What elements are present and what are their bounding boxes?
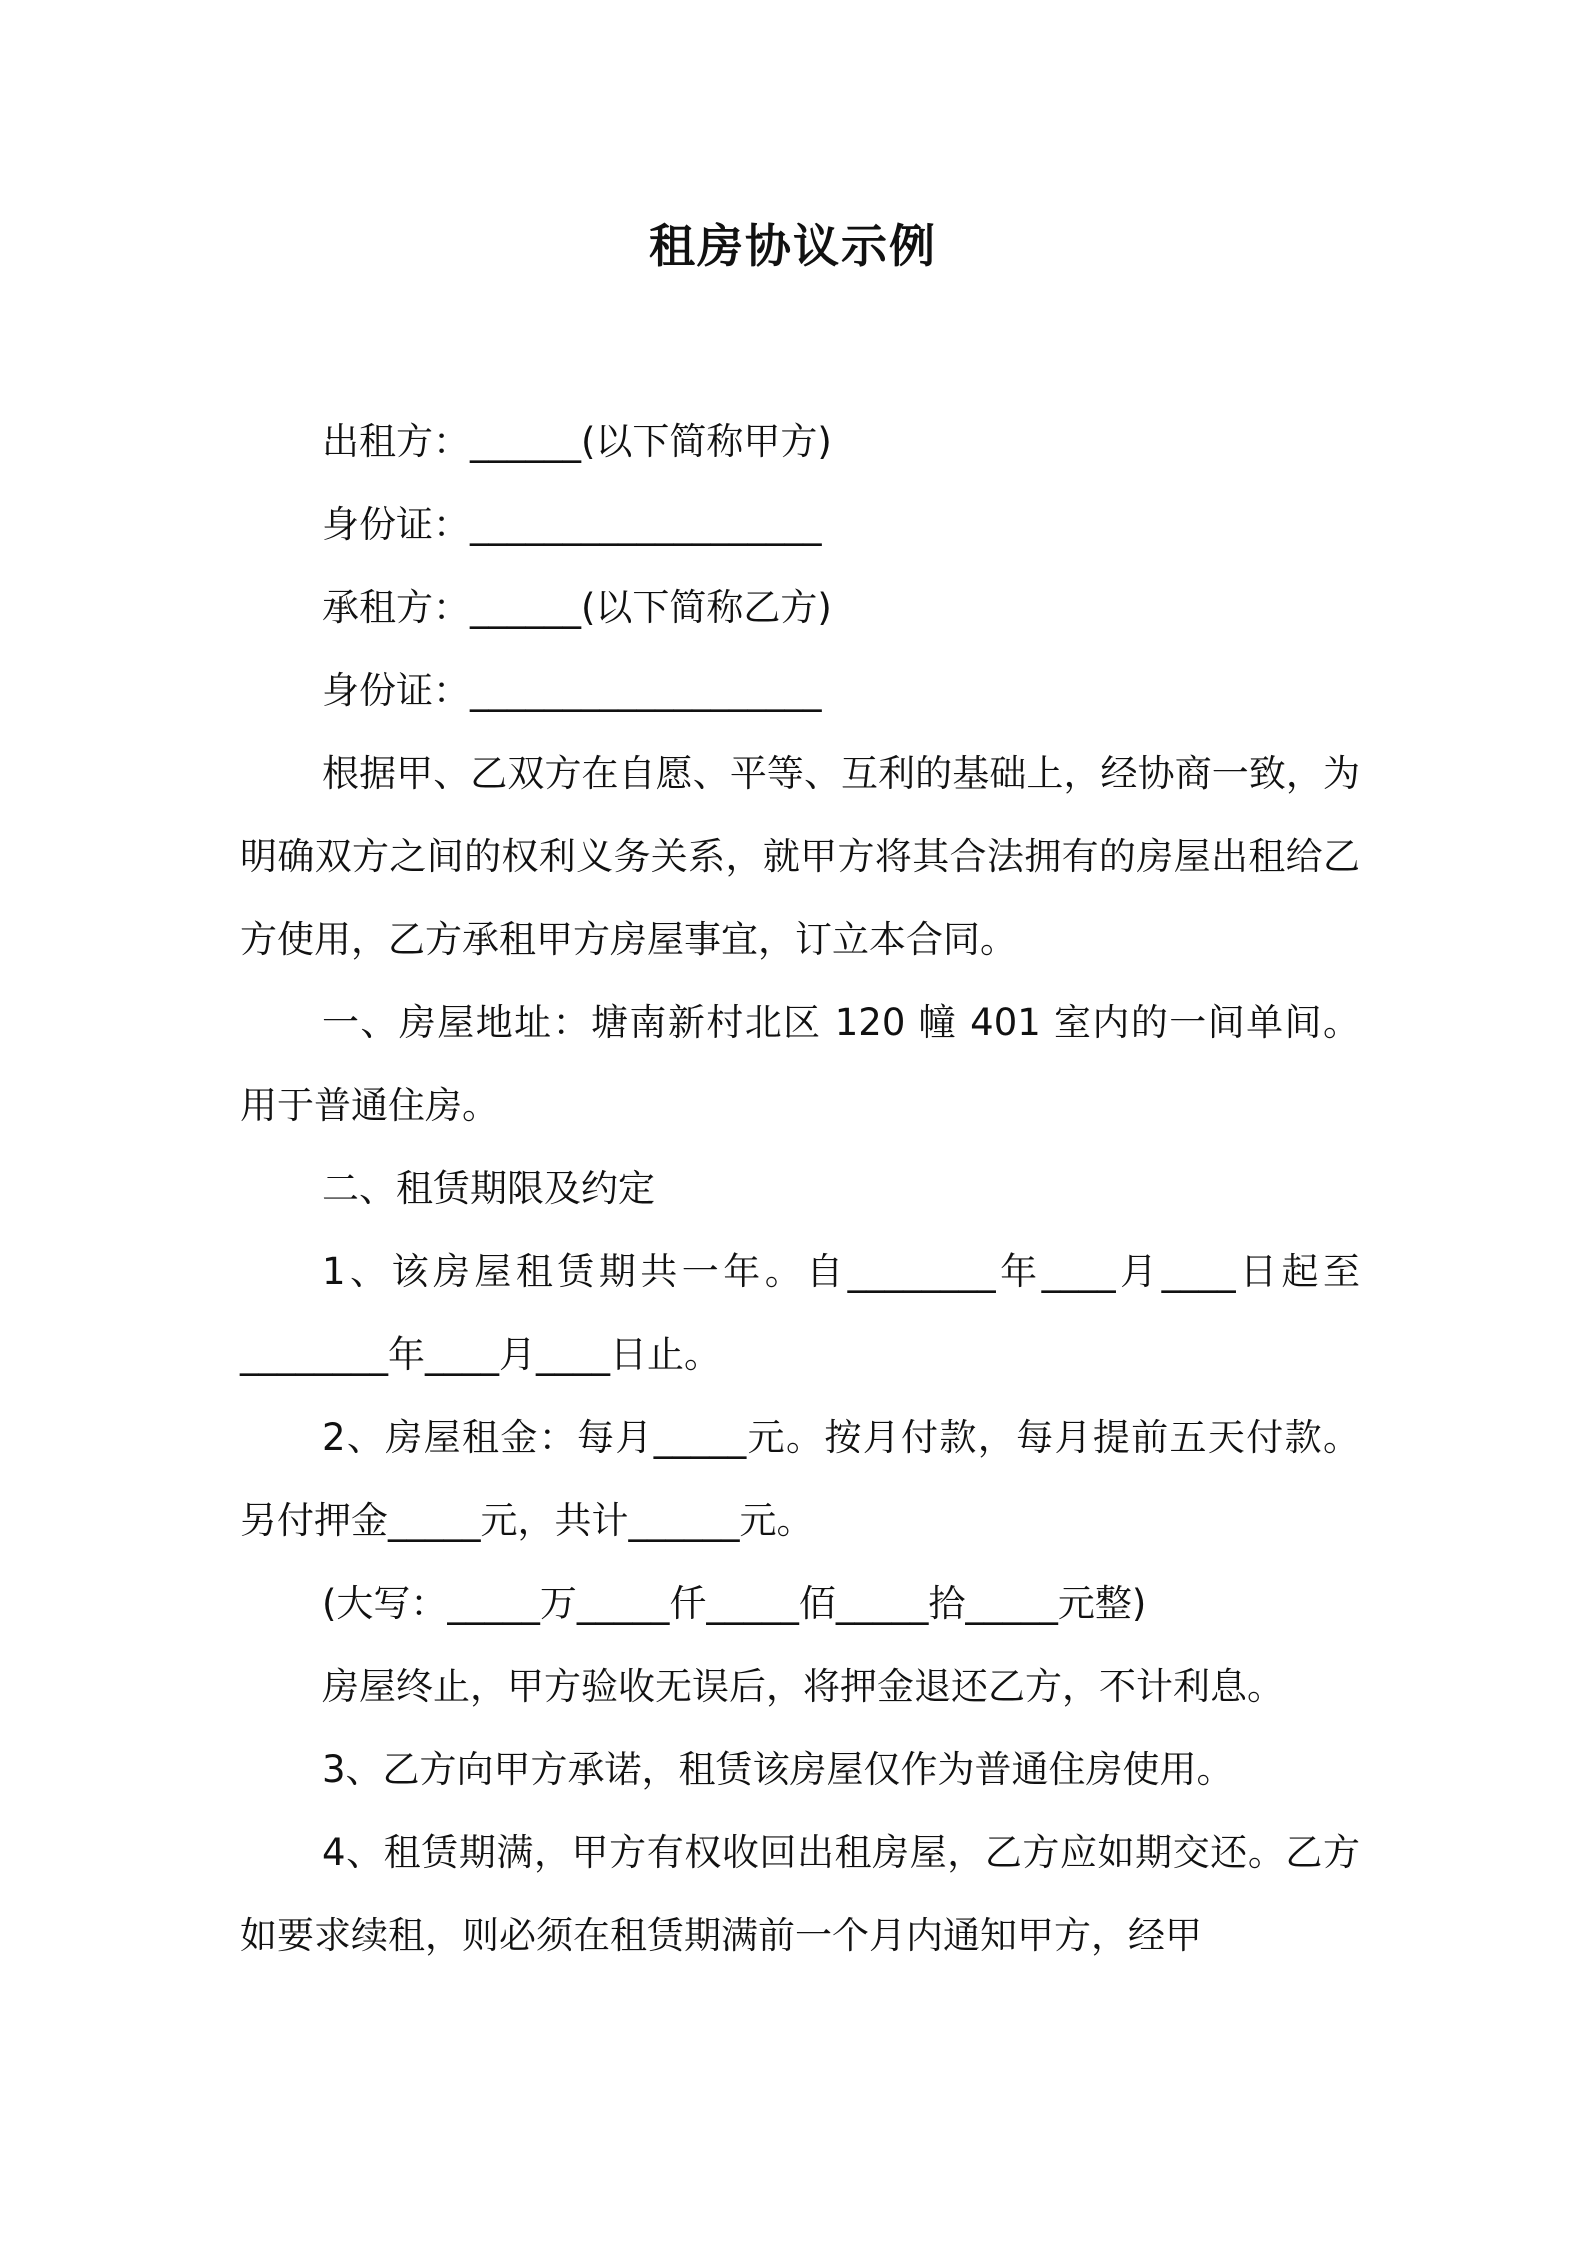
lessor-id-line: 身份证：___________________ bbox=[322, 503, 822, 546]
clause-use-promise: 3、乙方向甲方承诺，租赁该房屋仅作为普通住房使用。 bbox=[322, 1748, 1234, 1791]
clause-term-heading: 二、租赁期限及约定 bbox=[322, 1167, 655, 1210]
lessee-id-line: 身份证：___________________ bbox=[322, 669, 822, 712]
clause-rent-capital: (大写：_____万_____仟_____佰_____拾_____元整) bbox=[322, 1582, 1147, 1625]
clause-address: 一、房屋地址：塘南新村北区 120 幢 401 室内的一间单间。用于普通住房。 bbox=[240, 1001, 1360, 1127]
document-body bbox=[240, 400, 1360, 1977]
clause-renewal: 4、租赁期满，甲方有权收回出租房屋，乙方应如期交还。乙方如要求续租，则必须在租赁期满前一个月内通知甲方，经甲 bbox=[240, 1831, 1360, 1957]
lessee-line: 承租方：______(以下简称乙方) bbox=[322, 586, 832, 629]
lessor-line: 出租方：______(以下简称甲方) bbox=[322, 420, 832, 463]
clause-term-period: 1、该房屋租赁期共一年。自________年____月____日起至________年____月____日止。 bbox=[240, 1250, 1360, 1376]
document-title: 租房协议示例 bbox=[649, 219, 937, 273]
clause-deposit-return: 房屋终止，甲方验收无误后，将押金退还乙方，不计利息。 bbox=[322, 1665, 1284, 1708]
clause-rent: 2、房屋租金：每月_____元。按月付款，每月提前五天付款。另付押金_____元，共计______元。 bbox=[240, 1416, 1360, 1542]
preamble-paragraph: 根据甲、乙双方在自愿、平等、互利的基础上，经协商一致，为明确双方之间的权利义务关系，就甲方将其合法拥有的房屋出租给乙方使用，乙方承租甲方房屋事宜，订立本合同。 bbox=[240, 752, 1360, 961]
